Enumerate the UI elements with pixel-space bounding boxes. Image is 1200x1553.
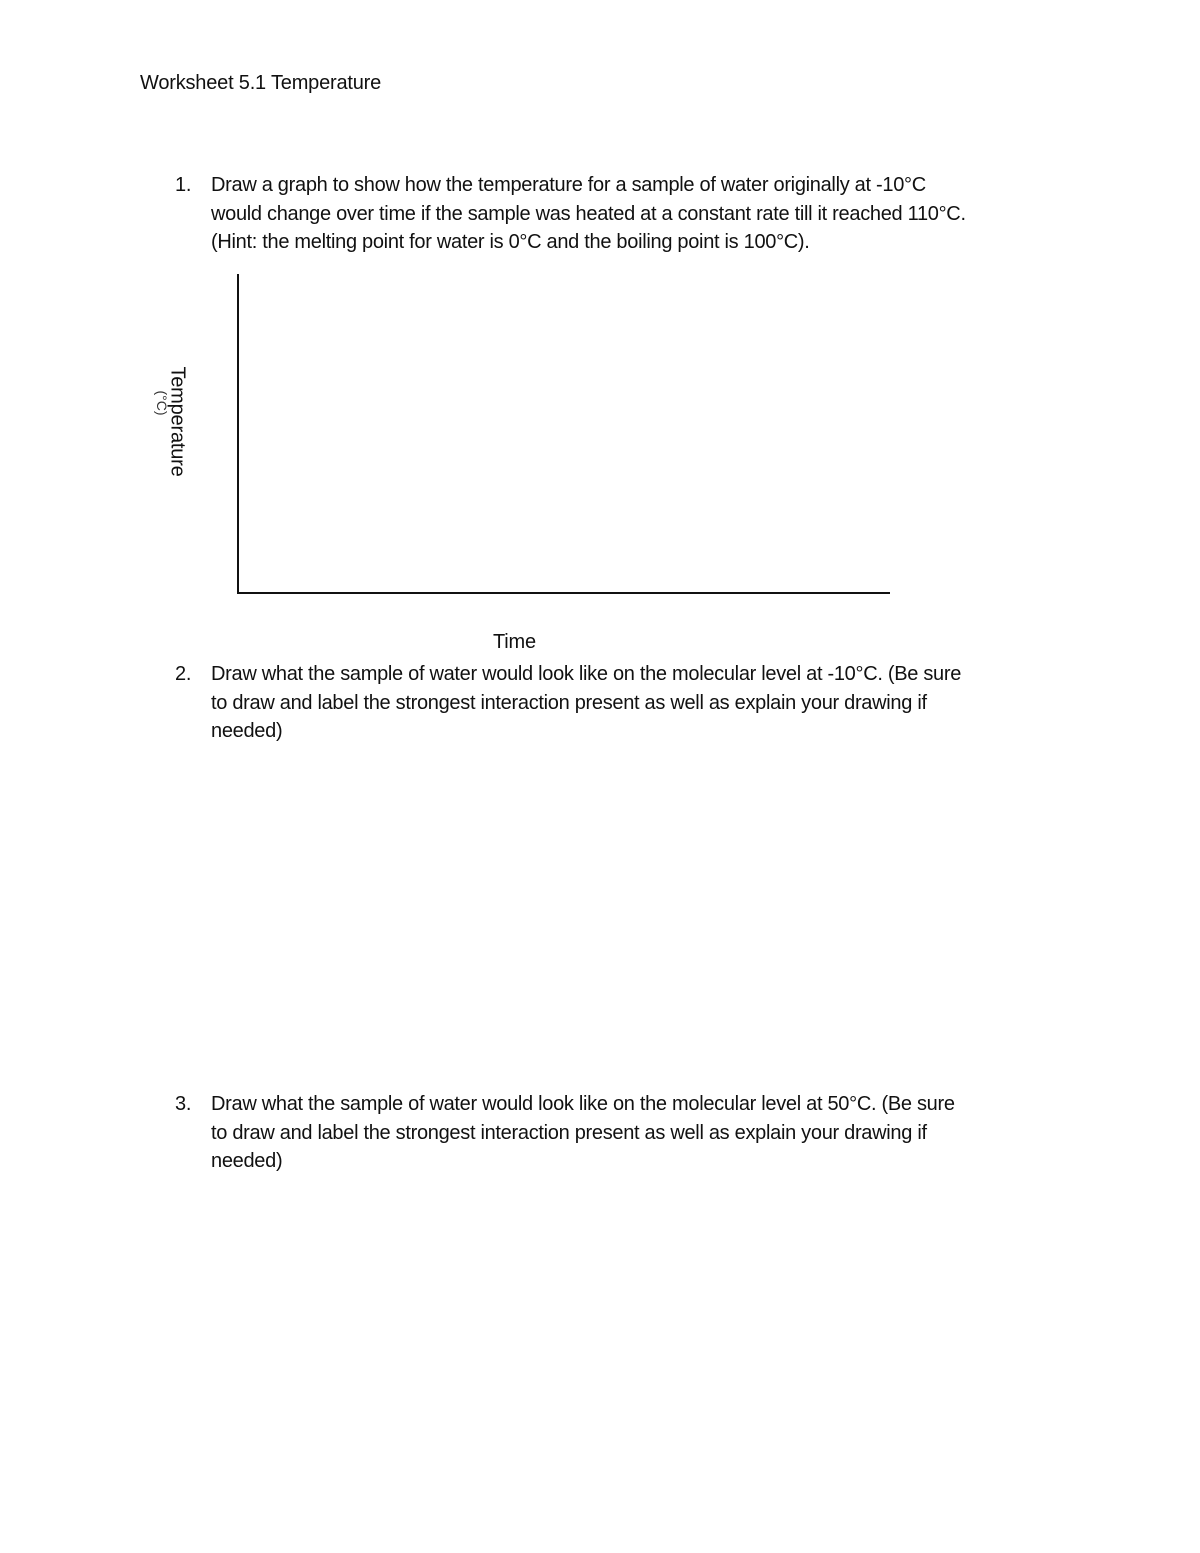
- graph-x-axis-label: Time: [493, 631, 536, 653]
- worksheet-title: Worksheet 5.1 Temperature: [140, 72, 382, 94]
- question-1-text: [211, 171, 1075, 257]
- question-3-line-1: Draw what the sample of water would look like on the molecular level at 50°C. (Be sure: [211, 1093, 955, 1115]
- graph-y-axis-label: Temperature: [166, 366, 189, 477]
- graph-y-axis-unit: (°C): [154, 390, 170, 416]
- question-3-line-2: to draw and label the strongest interaction present as well as explain your drawing if: [211, 1121, 927, 1144]
- question-3-line-3: needed): [211, 1150, 283, 1172]
- question-1-line-1: Draw a graph to show how the temperature for a sample of water originally at -10°C: [211, 174, 926, 196]
- question-2-text: [211, 660, 1075, 746]
- graph-y-axis-line: [237, 274, 239, 594]
- question-3-text: [211, 1090, 1075, 1176]
- question-3: [175, 1090, 1075, 1176]
- question-2: [175, 660, 1075, 746]
- question-1-number: 1.: [175, 174, 192, 196]
- question-1: [175, 171, 1075, 257]
- question-2-line-1: Draw what the sample of water would look like on the molecular level at -10°C. (Be sure: [211, 663, 962, 685]
- graph-x-axis-line: [237, 592, 890, 594]
- question-1-line-3: (Hint: the melting point for water is 0°C and the boiling point is 100°C).: [211, 231, 810, 253]
- question-1-line-2: would change over time if the sample was heated at a constant rate till it reached 110°C.: [211, 202, 966, 225]
- question-2-line-3: needed): [211, 720, 283, 742]
- question-3-number: 3.: [175, 1093, 192, 1115]
- question-2-line-2: to draw and label the strongest interaction present as well as explain your drawing if: [211, 691, 927, 714]
- question-2-number: 2.: [175, 663, 192, 685]
